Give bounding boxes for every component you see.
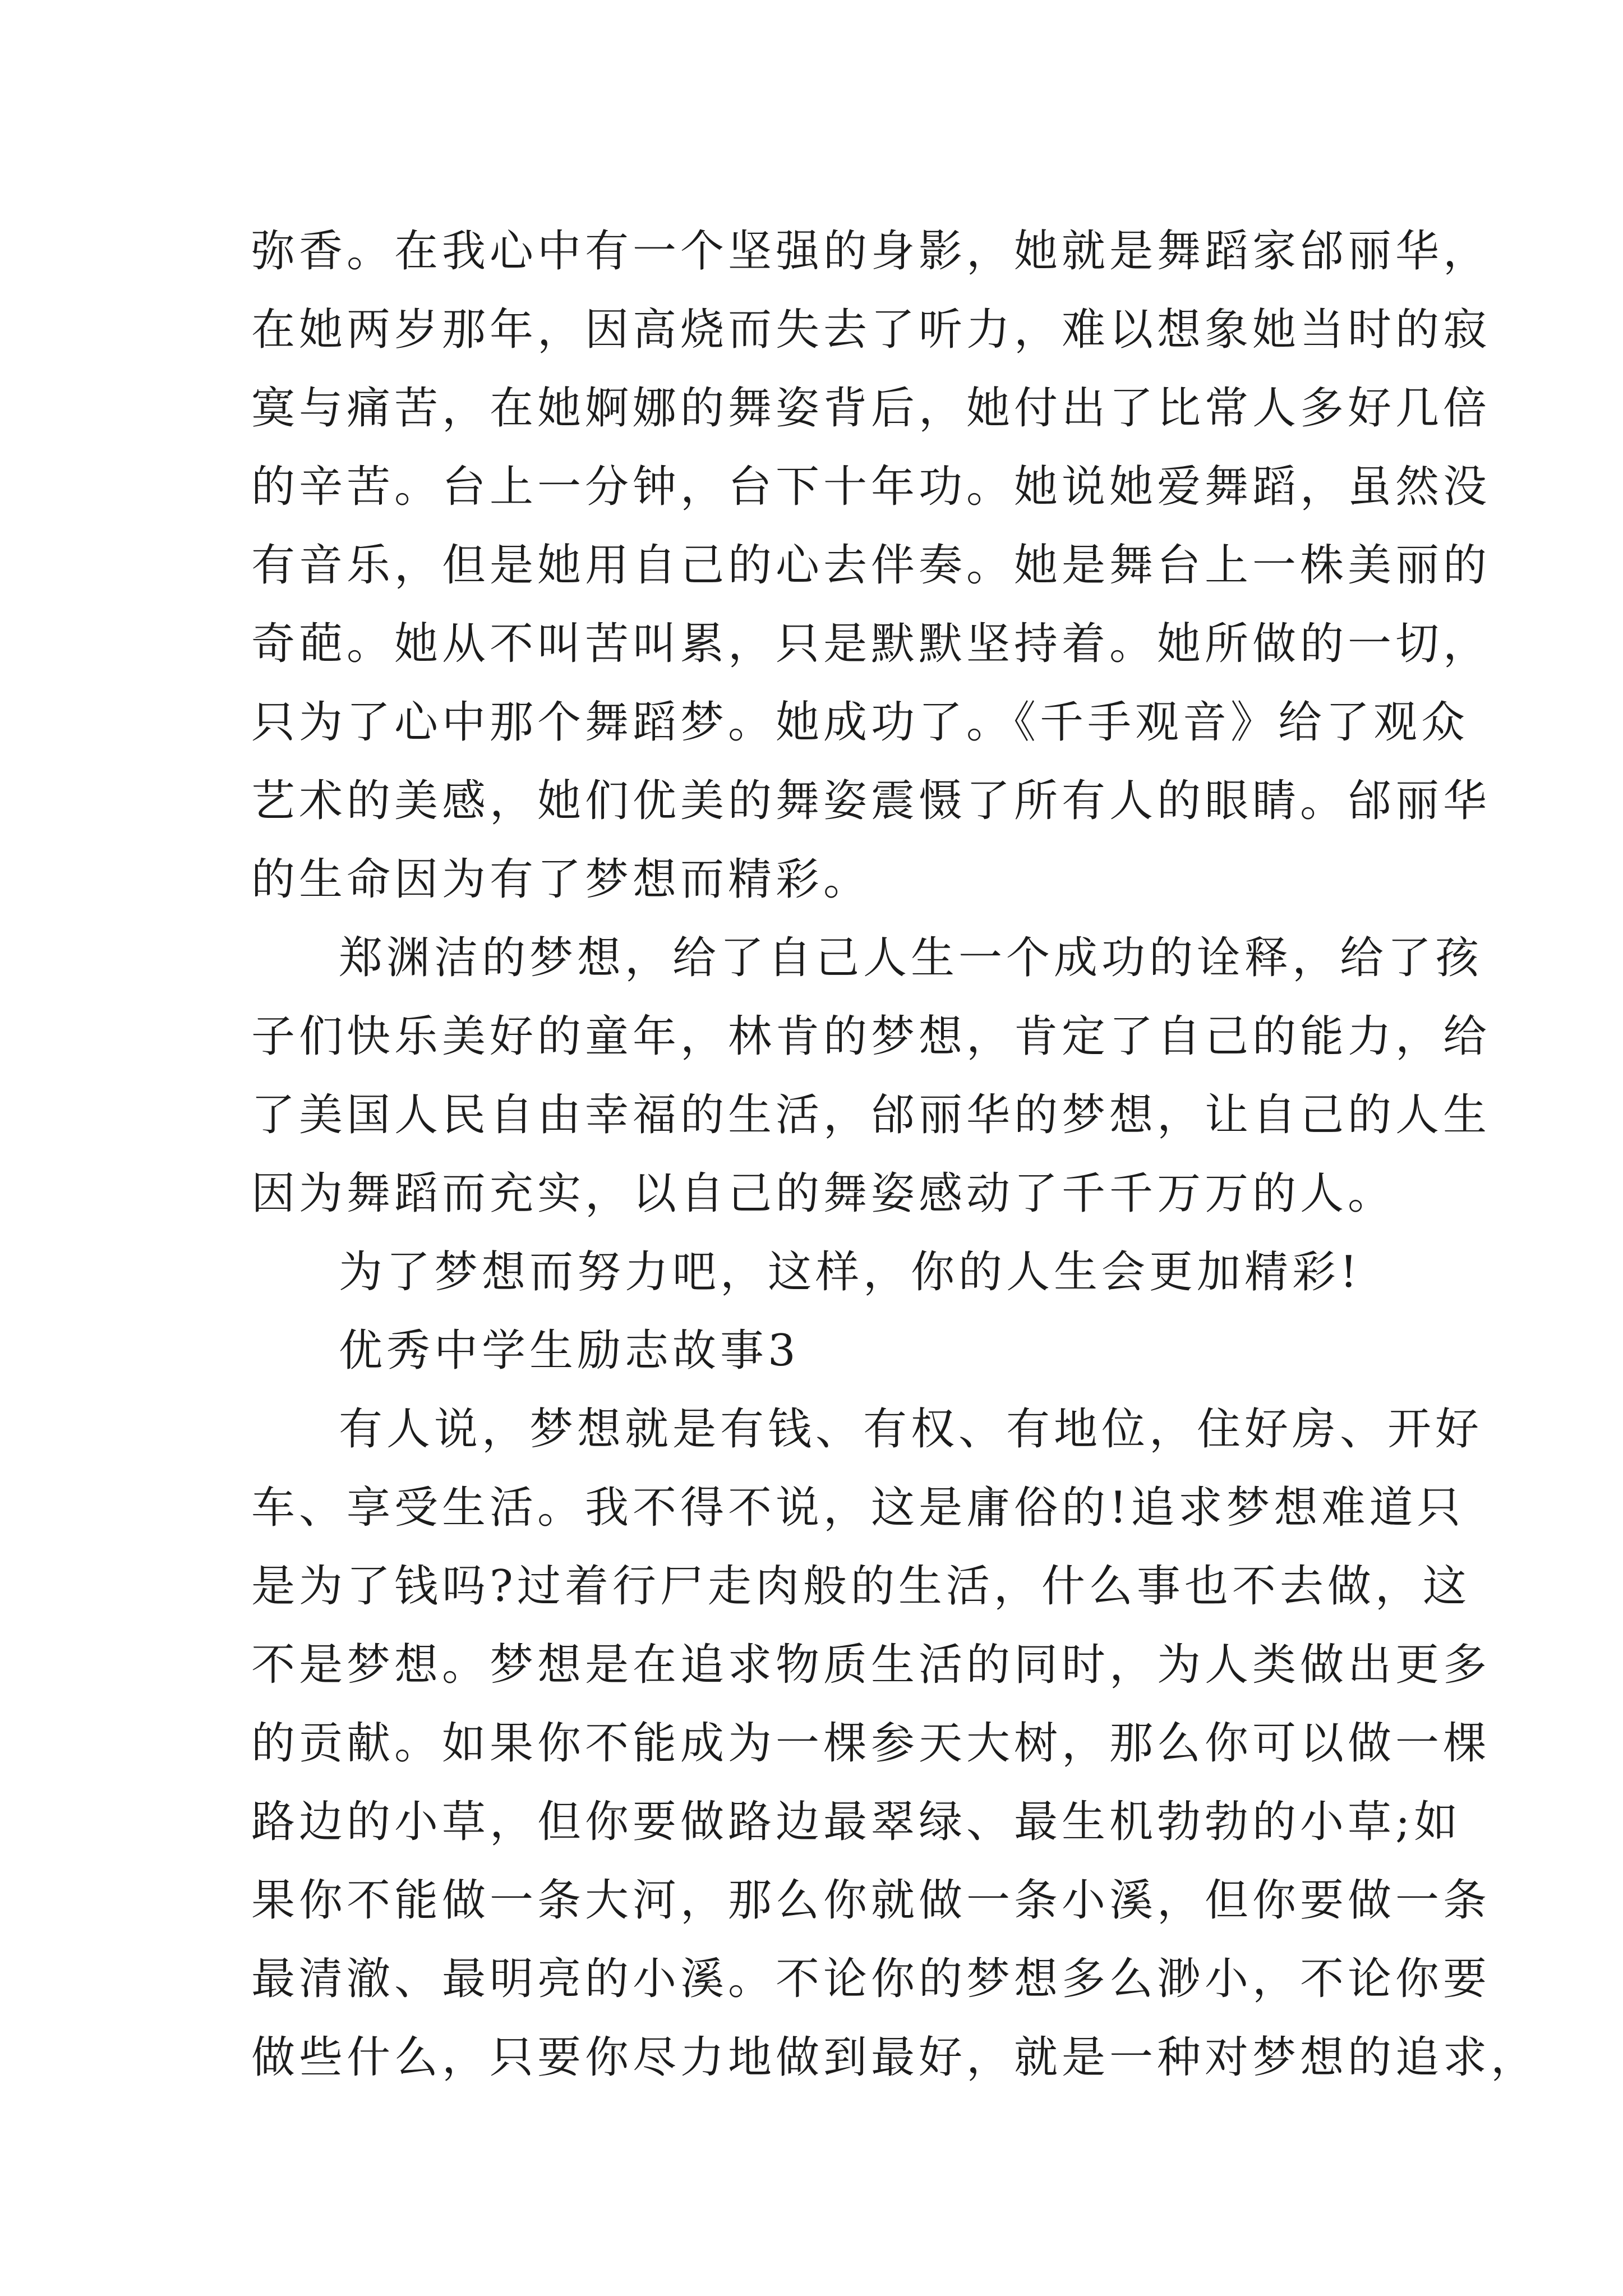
section-heading: 优秀中学生励志故事3: [339, 1326, 800, 1376]
document-body: [251, 212, 1539, 2097]
text-line: 的生命因为有了梦想而精彩。: [251, 854, 872, 905]
text-line: 不是梦想。梦想是在追求物质生活的同时，为人类做出更多: [251, 1640, 1491, 1690]
text-line: 弥香。在我心中有一个坚强的身影，她就是舞蹈家邰丽华，: [251, 226, 1491, 277]
text-line: 果你不能做一条大河，那么你就做一条小溪，但你要做一条: [251, 1875, 1491, 1926]
text-line: 车、享受生活。我不得不说，这是庸俗的!追求梦想难道只: [251, 1483, 1465, 1533]
paragraph-first-line: 郑渊洁的梦想，给了自己人生一个成功的诠释，给了孩: [339, 933, 1483, 983]
text-line: 寞与痛苦，在她婀娜的舞姿背后，她付出了比常人多好几倍: [251, 383, 1491, 434]
text-line: 艺术的美感，她们优美的舞姿震慑了所有人的眼睛。邰丽华: [251, 776, 1491, 826]
text-line: 的辛苦。台上一分钟，台下十年功。她说她爱舞蹈，虽然没: [251, 462, 1491, 512]
text-line: 最清澈、最明亮的小溪。不论你的梦想多么渺小，不论你要: [251, 1954, 1491, 2004]
paragraph-first-line: 有人说，梦想就是有钱、有权、有地位，住好房、开好: [339, 1404, 1483, 1455]
text-line: 奇葩。她从不叫苦叫累，只是默默坚持着。她所做的一切，: [251, 619, 1491, 669]
text-line: 的贡献。如果你不能成为一棵参天大树，那么你可以做一棵: [251, 1718, 1491, 1769]
text-line: 有音乐，但是她用自己的心去伴奏。她是舞台上一株美丽的: [251, 540, 1491, 591]
text-line: 子们快乐美好的童年，林肯的梦想，肯定了自己的能力，给: [251, 1011, 1491, 1062]
text-line: 因为舞蹈而充实，以自己的舞姿感动了千千万万的人。: [251, 1168, 1396, 1219]
text-line: 了美国人民自由幸福的生活，邰丽华的梦想，让自己的人生: [251, 1090, 1491, 1140]
text-line: 是为了钱吗?过着行尸走肉般的生活，什么事也不去做，这: [251, 1561, 1470, 1612]
text-line: 在她两岁那年，因高烧而失去了听力，难以想象她当时的寂: [251, 305, 1491, 355]
text-line: 做些什么，只要你尽力地做到最好，就是一种对梦想的追求，: [251, 2032, 1539, 2083]
text-line: 只为了心中那个舞蹈梦。她成功了。《千手观音》给了观众: [251, 697, 1469, 748]
paragraph-first-line: 为了梦想而努力吧，这样，你的人生会更加精彩!: [339, 1247, 1362, 1297]
text-line: 路边的小草，但你要做路边最翠绿、最生机勃勃的小草;如: [251, 1797, 1462, 1847]
